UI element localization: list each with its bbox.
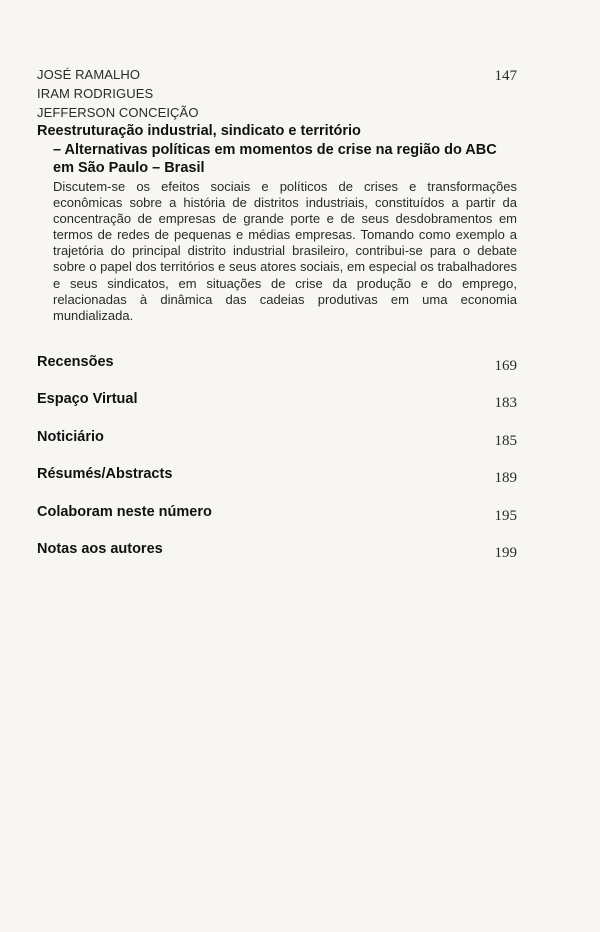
article-authors <box>37 65 357 122</box>
toc-entry-page: 185 <box>494 432 517 449</box>
toc-entry-page: 169 <box>494 358 517 374</box>
toc-entry-espaco-virtual <box>37 391 517 428</box>
table-of-contents <box>37 354 517 578</box>
toc-entry-page: 195 <box>494 507 517 524</box>
author-name: IRAM RODRIGUES <box>37 86 154 101</box>
toc-entry-title: Recensões <box>37 354 114 370</box>
toc-entry-page: 199 <box>494 544 517 561</box>
toc-entry-colaboram <box>37 504 517 541</box>
toc-entry-title: Colaboram neste número <box>37 503 212 520</box>
author-name: JEFFERSON CONCEIÇÃO <box>37 105 199 120</box>
toc-entry-resumes-abstracts <box>37 466 517 503</box>
toc-entry-title: Notas aos autores <box>37 540 163 557</box>
toc-entry-title: Résumés/Abstracts <box>37 466 173 483</box>
article-page-number: 147 <box>494 68 517 84</box>
toc-entry-title: Noticiário <box>37 428 104 445</box>
article-subtitle-line: – Alternativas políticas em momentos de crise na região do ABC <box>53 142 497 158</box>
article-abstract: Discutem-se os efeitos sociais e políticos de crises e transformações econômicas sobre a história de distritos industriais, constituídos a partir da concentração de empresas de grande porte e de seus desdobramentos em termos de redes de pequenas e médias empresas. Tomando como exemplo a trajetória do principal distrito industrial brasileiro, contribui-se para o debate sobre o papel dos territórios e seus atores sociais, em especial os trabalhadores e seus sindicatos, em situações de crise da produção e do emprego, relacionadas à dinâmica das cadeias produtivas em uma economia mundializada. <box>53 179 517 323</box>
article-subtitle <box>53 141 503 177</box>
toc-entry-title: Espaço Virtual <box>37 391 138 408</box>
toc-entry-noticiario <box>37 429 517 466</box>
toc-entry-notas-aos-autores <box>37 541 517 578</box>
toc-entry-recensoes <box>37 354 517 391</box>
article-title: Reestruturação industrial, sindicato e território <box>37 123 361 139</box>
article-subtitle-line: em São Paulo – Brasil <box>53 160 205 176</box>
toc-entry-page: 183 <box>494 395 517 412</box>
toc-entry-page: 189 <box>494 470 517 487</box>
author-name: JOSÉ RAMALHO <box>37 67 141 82</box>
